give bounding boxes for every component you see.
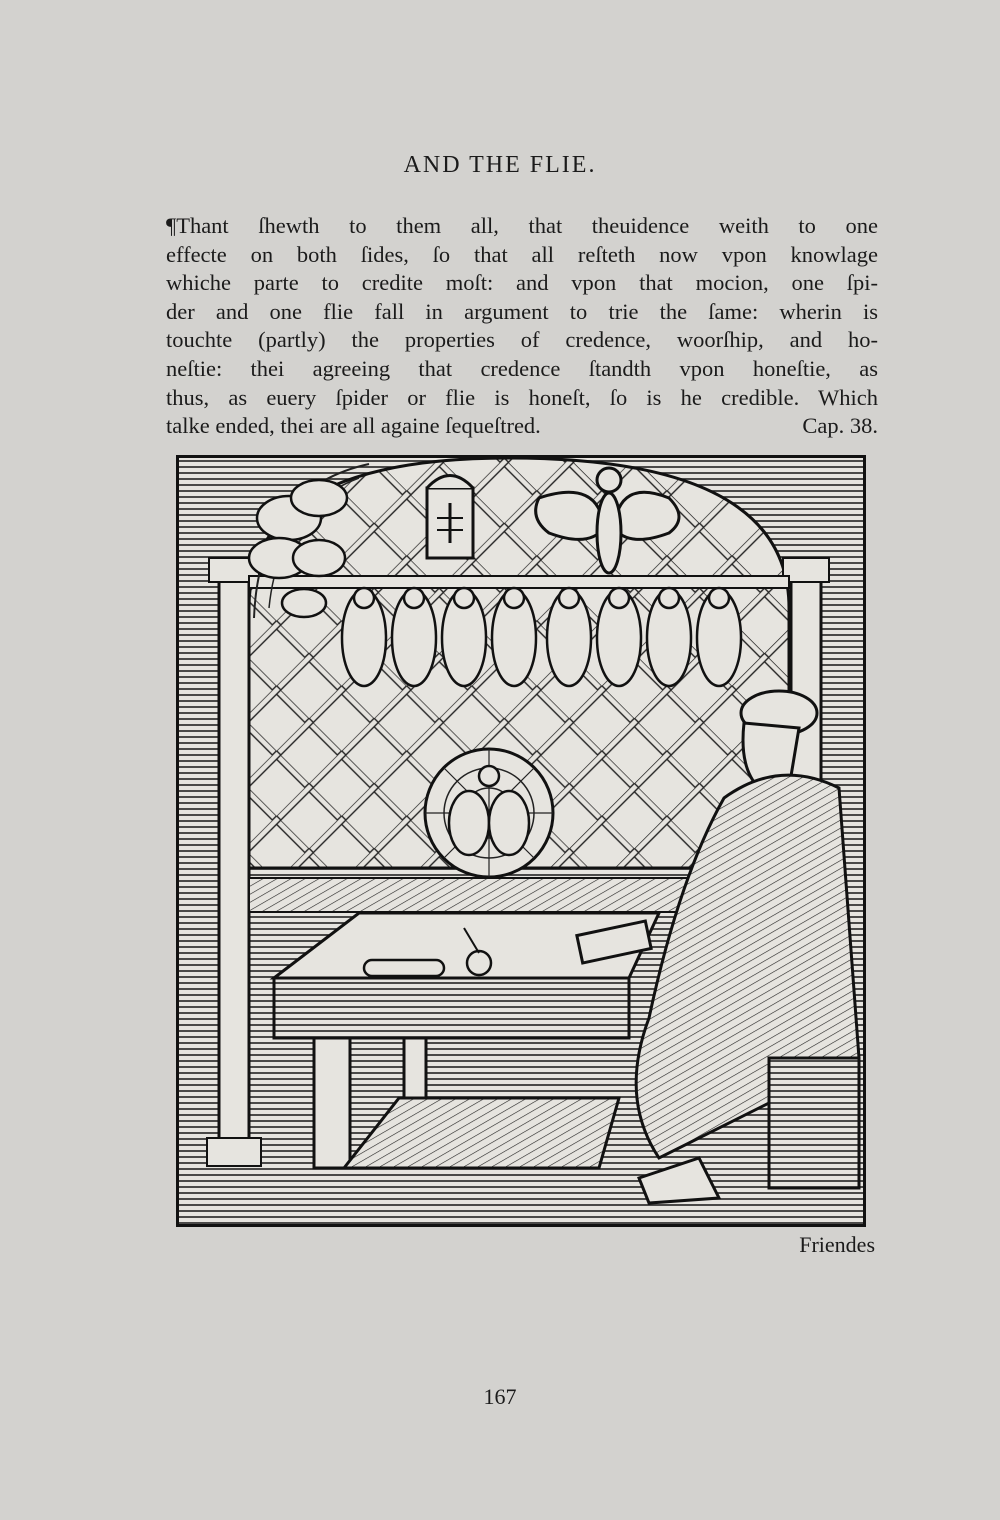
web-with-fly-icon — [425, 749, 553, 877]
argument-line: neſtie: thei agreeing that credence ſtandth vpon honeſtie, as — [166, 355, 878, 381]
catchword: Friendes — [799, 1232, 875, 1257]
argument-line: talke ended, thei are all againe ſequeſtred. — [166, 413, 541, 439]
spider-in-niche-icon — [427, 476, 473, 559]
woodcut-svg — [179, 458, 863, 1224]
argument-line: effecte on both ſides, ſo that all reſteth now vpon knowlage — [166, 241, 878, 267]
argument-last-line — [166, 412, 878, 441]
argument-line: touchte (partly) the properties of credence, woorſhip, and ho- — [166, 327, 878, 353]
argument-line: der and one flie fall in argument to trie the ſame: wherin is — [166, 298, 878, 324]
woodcut-illustration — [176, 455, 866, 1227]
chapter-argument — [166, 212, 878, 441]
chapter-reference: Cap. 38. — [802, 413, 878, 439]
running-head: AND THE FLIE. — [403, 152, 597, 178]
page-number: 167 — [483, 1384, 517, 1409]
argument-line: ¶Thant ſhewth to them all, that theuidence weith to one — [166, 213, 878, 238]
argument-line: whiche parte to credite moſt: and vpon that mocion, one ſpi- — [166, 270, 878, 296]
argument-line: thus, as euery ſpider or flie is honeſt, ſo is he credible. Which — [166, 384, 878, 410]
